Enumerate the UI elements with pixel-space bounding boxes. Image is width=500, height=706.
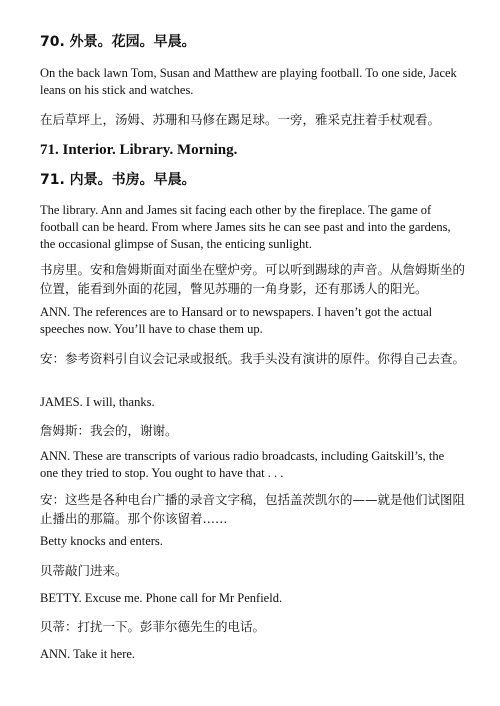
dialogue-ann-transcripts: ANN. These are transcripts of various radio broadcasts, including Gaitskill’s, the one they tried to stop. You ought to have that . . .	[40, 449, 445, 480]
dialogue-ann-take-it: ANN. Take it here.	[40, 647, 136, 661]
dialogue-betty-phone-cn: 贝蒂：打扰一下。彭菲尔德先生的电话。	[40, 619, 266, 634]
dialogue-ann-references-cn: 安：参考资料引自议会记录或报纸。我手头没有演讲的原件。你得自己去查。	[40, 351, 466, 366]
stage-direction-betty-enters-cn: 贝蒂敲门进来。	[40, 563, 128, 578]
paragraph-library-cn: 书房里。安和詹姆斯面对面坐在壁炉旁。可以听到踢球的声音。从詹姆斯坐的位置，能看到外面的花园，瞥见苏珊的一角身影，还有那诱人的阳光。	[40, 262, 466, 296]
scene-heading-70-cn: 70. 外景。花园。早晨。	[40, 34, 196, 50]
dialogue-james-thanks-cn: 詹姆斯：我会的，谢谢。	[40, 423, 178, 438]
dialogue-ann-references: ANN. The references are to Hansard or to newspapers. I haven’t got the actual speeches now. You’ll have to chase them up.	[40, 305, 433, 336]
paragraph-lawn: On the back lawn Tom, Susan and Matthew are playing football. To one side, Jacek leans on his stick and watches.	[40, 66, 457, 97]
paragraph-library: The library. Ann and James sit facing each other by the fireplace. The game of football can be heard. From where James sits he can see past and into the gardens, the occasional glimpse of Susan, the enticing sunlight.	[40, 203, 451, 251]
dialogue-betty-phone: BETTY. Excuse me. Phone call for Mr Penfield.	[40, 591, 283, 605]
paragraph-lawn-cn: 在后草坪上，汤姆、苏珊和马修在踢足球。一旁，雅采克拄着手杖观看。	[40, 112, 441, 127]
scene-heading-71-en: 71. Interior. Library. Morning.	[40, 142, 238, 158]
dialogue-james-thanks: JAMES. I will, thanks.	[40, 395, 155, 409]
dialogue-ann-transcripts-cn: 安：这些是各种电台广播的录音文字稿，包括盖茨凯尔的——就是他们试图阻止播出的那篇。那个你该留着……	[40, 492, 466, 526]
scene-heading-71-cn: 71. 内景。书房。早晨。	[40, 172, 196, 188]
stage-direction-betty-enters: Betty knocks and enters.	[40, 534, 163, 548]
